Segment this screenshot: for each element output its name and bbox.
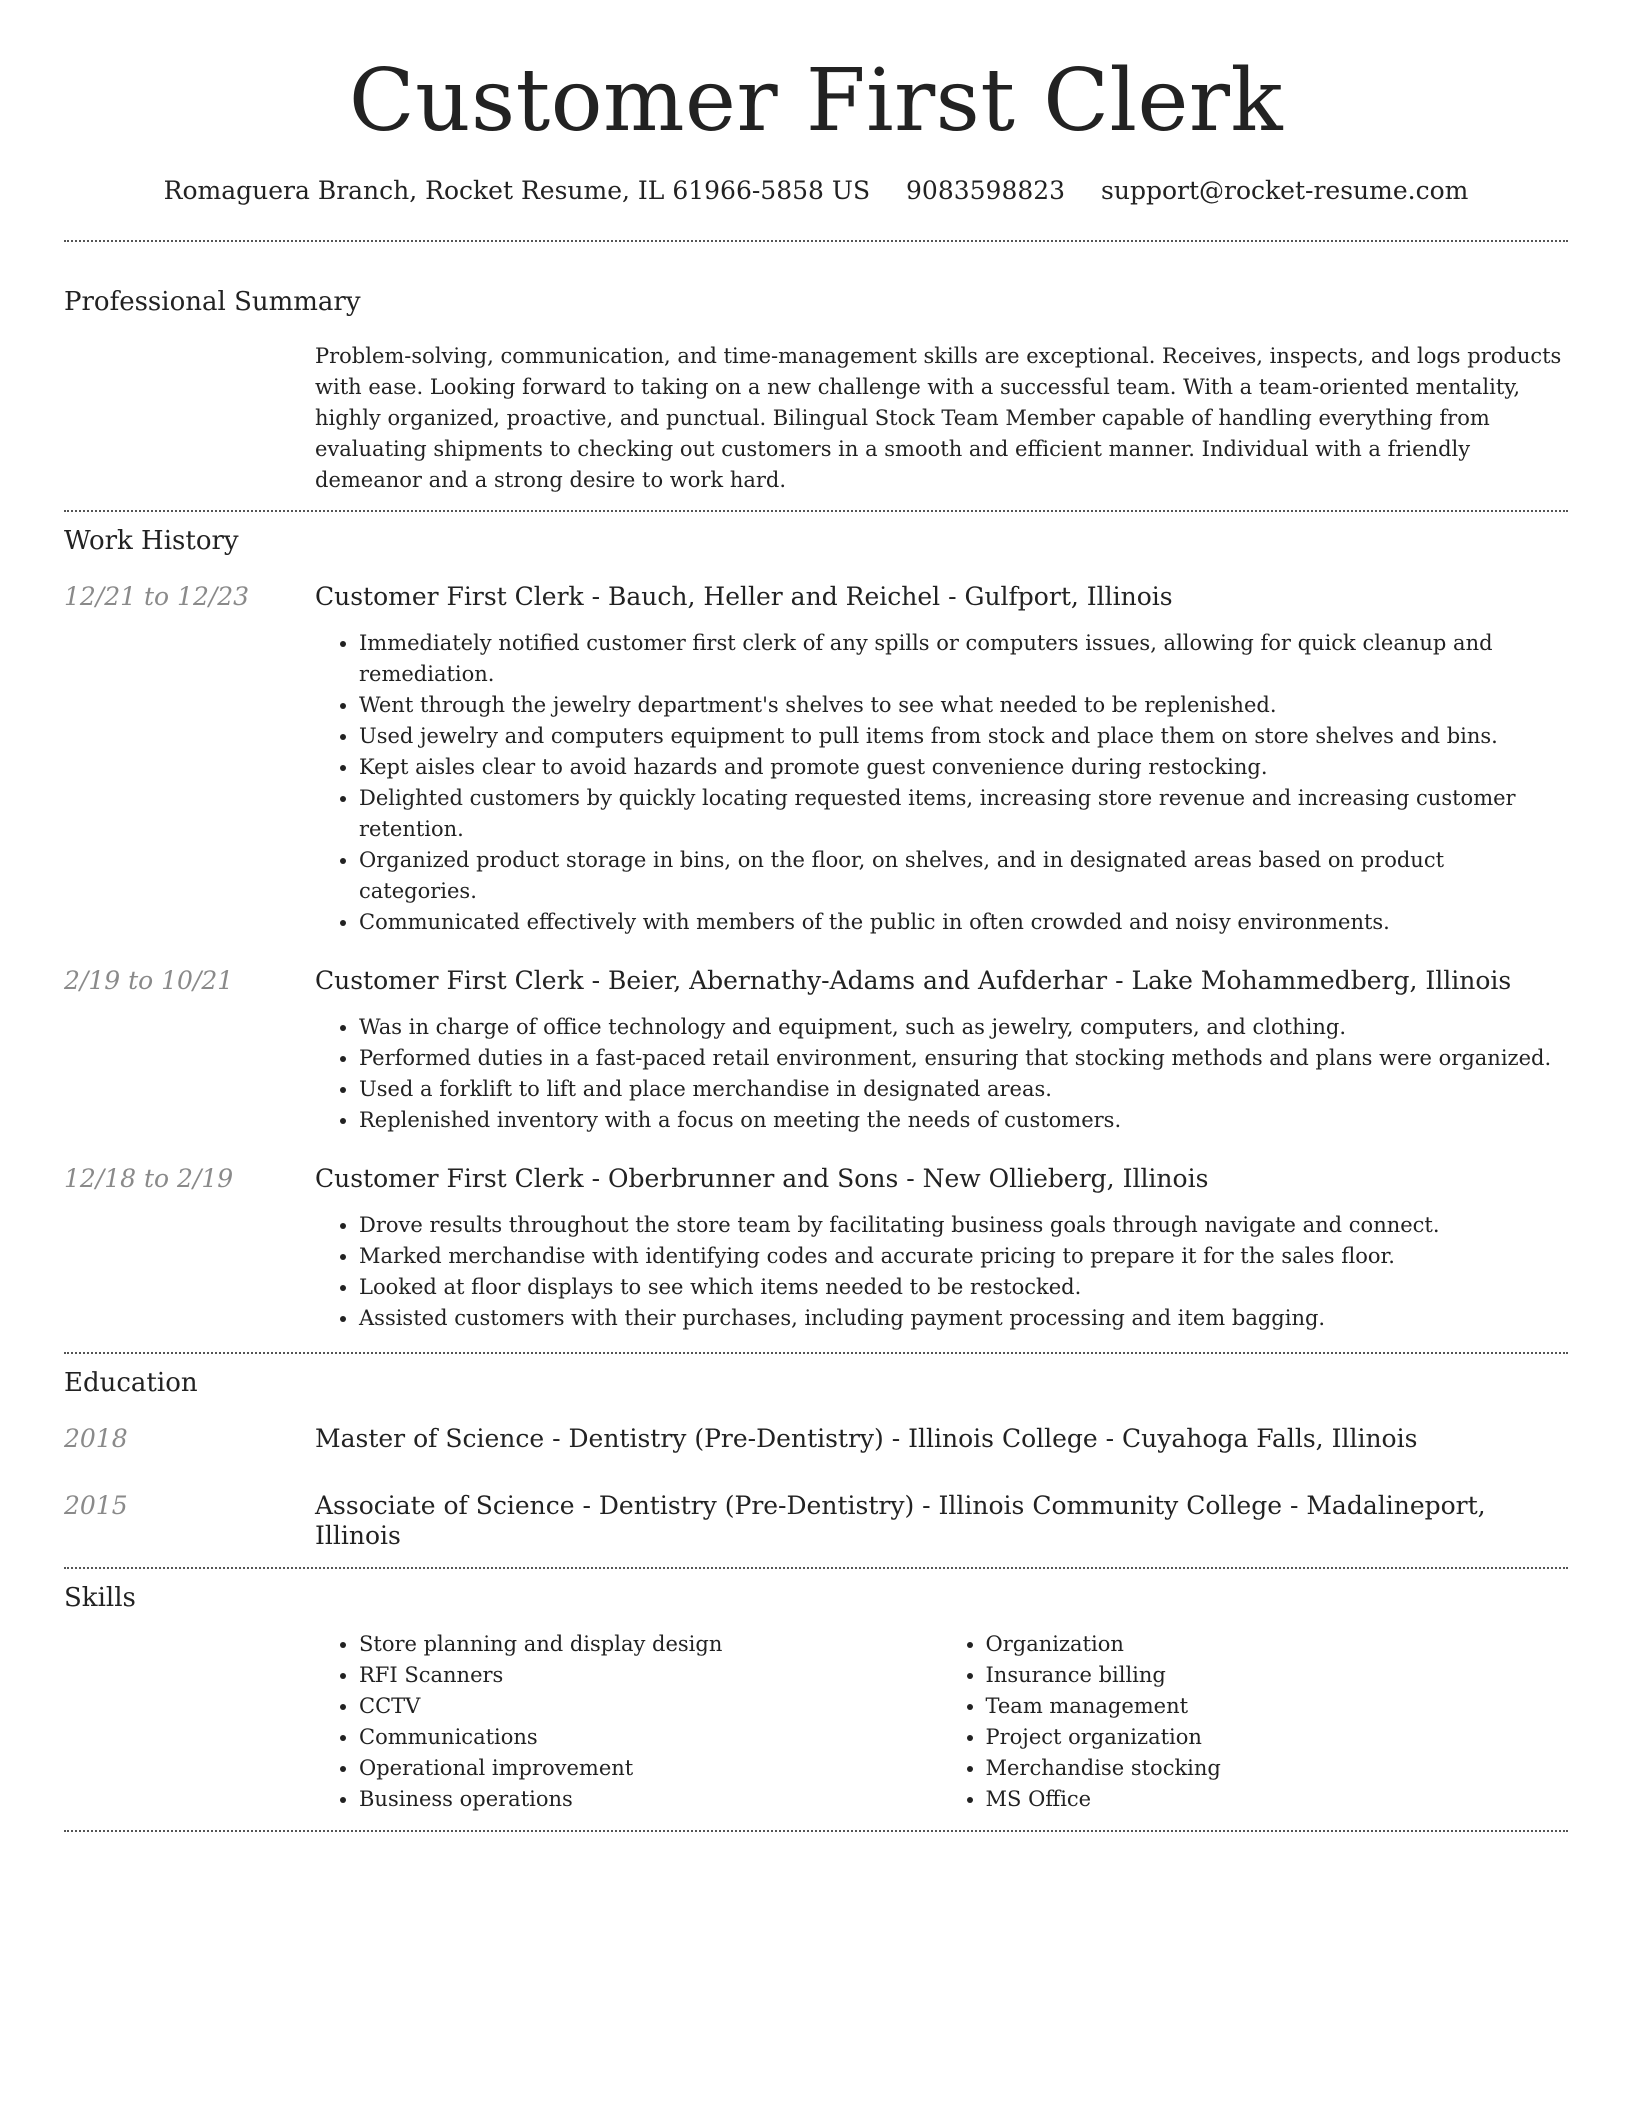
list-item: • Organization	[986, 1629, 1569, 1660]
list-item: • Project organization	[986, 1722, 1569, 1753]
list-item: • Operational improvement	[359, 1753, 942, 1784]
work-history-section	[64, 528, 1568, 1334]
list-item: • Merchandise stocking	[986, 1753, 1569, 1784]
contact-line	[64, 178, 1568, 203]
summary-text: Problem-solving, communication, and time-management skills are exceptional. Receives, inspects, and logs products with ease. Looking forward to taking on a new challenge with a successful team. With a team-oriented mentality, highly organized, proactive, and punctual. Bilingual Stock Team Member capable of handling everything from evaluating shipments to checking out customers in a smooth and efficient manner. Individual with a friendly demeanor and a strong desire to work hard.	[315, 344, 1562, 492]
divider	[64, 1567, 1568, 1569]
skills-list-right	[942, 1629, 1569, 1815]
list-item: • Store planning and display design	[359, 1629, 942, 1660]
skills-list-left	[315, 1629, 942, 1815]
list-item: • RFI Scanners	[359, 1660, 942, 1691]
list-item: • CCTV	[359, 1691, 942, 1722]
candidate-name: Customer First Clerk	[348, 51, 1284, 151]
job-entry	[64, 582, 1568, 938]
job-title: Customer First Clerk - Bauch, Heller and Reichel - Gulfport, Illinois	[315, 582, 1173, 611]
list-item: • Assisted customers with their purchases, including payment processing and item bagging.	[359, 1303, 1568, 1334]
address: Romaguera Branch, Rocket Resume, IL 61966-5858 US	[163, 176, 871, 205]
skills-section	[64, 1585, 1568, 1815]
list-item: • Replenished inventory with a focus on meeting the needs of customers.	[359, 1105, 1568, 1136]
section-title-education: Education	[64, 1368, 198, 1398]
job-dates: 12/21 to 12/23	[64, 582, 250, 611]
education-entry	[64, 1424, 1568, 1454]
list-item: • Immediately notified customer first clerk of any spills or computers issues, allowing for quick cleanup and remediation.	[359, 628, 1568, 690]
summary-section	[64, 289, 1568, 496]
list-item: • Drove results throughout the store team by facilitating business goals through navigate and connect.	[359, 1210, 1568, 1241]
job-bullets	[315, 1210, 1568, 1334]
job-title: Customer First Clerk - Beier, Abernathy-Adams and Aufderhar - Lake Mohammedberg, Illinois	[315, 966, 1512, 995]
list-item: • Performed duties in a fast-paced retail environment, ensuring that stocking methods and plans were organized.	[359, 1043, 1568, 1074]
list-item: • Insurance billing	[986, 1660, 1569, 1691]
education-degree: Associate of Science - Dentistry (Pre-Dentistry) - Illinois Community College - Madalineport, Illinois	[315, 1491, 1486, 1550]
list-item: • Delighted customers by quickly locating requested items, increasing store revenue and increasing customer retention.	[359, 783, 1568, 845]
job-dates: 12/18 to 2/19	[64, 1164, 234, 1193]
section-title-work: Work History	[64, 526, 239, 556]
list-item: • Used a forklift to lift and place merchandise in designated areas.	[359, 1074, 1568, 1105]
list-item: • Kept aisles clear to avoid hazards and promote guest convenience during restocking.	[359, 752, 1568, 783]
list-item: • Was in charge of office technology and equipment, such as jewelry, computers, and clothing.	[359, 1012, 1568, 1043]
list-item: • Organized product storage in bins, on the floor, on shelves, and in designated areas based on product categories.	[359, 845, 1568, 907]
job-bullets	[315, 628, 1568, 938]
job-bullets	[315, 1012, 1568, 1136]
education-entry	[64, 1491, 1568, 1551]
divider	[64, 1352, 1568, 1354]
education-year: 2015	[64, 1491, 128, 1520]
job-entry	[64, 1164, 1568, 1334]
list-item: • Business operations	[359, 1784, 942, 1815]
list-item: • Looked at floor displays to see which items needed to be restocked.	[359, 1272, 1568, 1303]
section-title-skills: Skills	[64, 1583, 136, 1613]
job-title: Customer First Clerk - Oberbrunner and Sons - New Ollieberg, Illinois	[315, 1164, 1209, 1193]
job-dates: 2/19 to 10/21	[64, 966, 234, 995]
list-item: • Marked merchandise with identifying codes and accurate pricing to prepare it for the sales floor.	[359, 1241, 1568, 1272]
list-item: • Communicated effectively with members of the public in often crowded and noisy environments.	[359, 907, 1568, 938]
job-entry	[64, 966, 1568, 1136]
email: support@rocket-resume.com	[1101, 176, 1469, 205]
divider	[64, 510, 1568, 512]
list-item: • Team management	[986, 1691, 1569, 1722]
resume-page	[64, 0, 1568, 1832]
divider	[64, 1830, 1568, 1832]
phone: 9083598823	[906, 176, 1066, 205]
section-title-summary: Professional Summary	[64, 287, 361, 317]
education-year: 2018	[64, 1424, 128, 1453]
education-degree: Master of Science - Dentistry (Pre-Dentistry) - Illinois College - Cuyahoga Falls, Illinois	[315, 1424, 1418, 1453]
list-item: • Used jewelry and computers equipment to pull items from stock and place them on store shelves and bins.	[359, 721, 1568, 752]
list-item: • Communications	[359, 1722, 942, 1753]
list-item: • Went through the jewelry department's shelves to see what needed to be replenished.	[359, 690, 1568, 721]
education-section	[64, 1370, 1568, 1551]
divider	[64, 240, 1568, 242]
list-item: • MS Office	[986, 1784, 1569, 1815]
